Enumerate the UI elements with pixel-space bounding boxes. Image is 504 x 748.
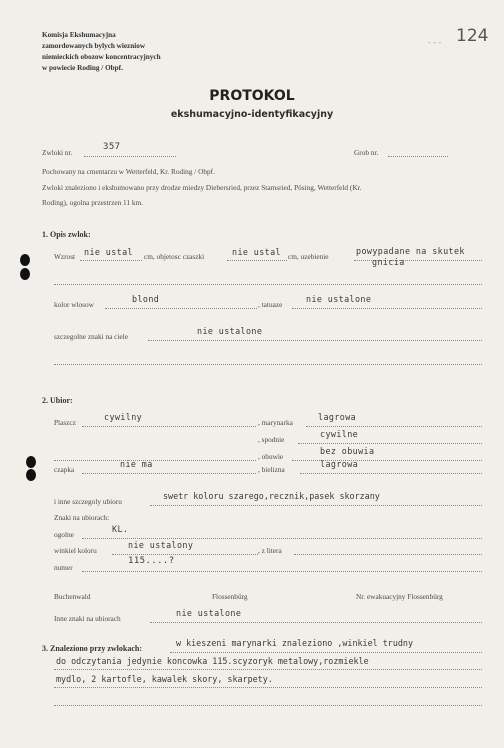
marynarka-label: , marynarka xyxy=(258,418,293,427)
flossenburg-label: Flossenbürg xyxy=(212,592,248,601)
grob-label: Grob nr. xyxy=(354,148,379,157)
zwloki-underline xyxy=(84,156,176,157)
czapka-value: nie ma xyxy=(120,459,153,469)
numer-underline xyxy=(82,571,482,572)
plaszcz-value: cywilny xyxy=(104,412,143,422)
section-2-heading: 2. Ubior: xyxy=(42,396,73,405)
inne-znaki-label: Inne znaki na ubiorach xyxy=(54,614,121,623)
znaki-label: szczegolne znaki na ciele xyxy=(54,332,128,341)
section-3-underline-1 xyxy=(170,652,482,653)
inne-label: i inne szczegoly ubioru xyxy=(54,497,122,506)
znaki-ubior-label: Znaki na ubiorach: xyxy=(54,513,110,522)
section-3-value-2: do odczytania jedynie koncowka 115.scyzoryk metalowy,rozmiekle xyxy=(56,656,369,666)
punch-hole-top xyxy=(20,254,30,266)
spodnie-underline xyxy=(298,443,482,444)
document-subtitle: ekshumacyjno-identyfikacyjny xyxy=(170,109,334,120)
ogolne-label: ogolne xyxy=(54,530,74,539)
buchenwald-label: Buchenwald xyxy=(54,592,91,601)
numer-value: 115....? xyxy=(128,556,175,566)
burial-line: Pochowany na cmentarzu w Wetterfeld, Kr. Roding / Obpf. xyxy=(42,167,215,176)
czapka-underline xyxy=(82,473,256,474)
uzebienie-label: cm, uzebienie xyxy=(288,252,329,261)
winkiel-value: nie ustalony xyxy=(128,540,194,550)
punch-hole-bottom xyxy=(26,456,36,468)
czaszka-label: cm, objetosc czaszki xyxy=(144,252,205,261)
wzrost-underline xyxy=(80,260,142,261)
page-number: 124 xyxy=(456,26,489,46)
obuwie-value: bez obuwia xyxy=(320,446,375,456)
plaszcz-underline xyxy=(82,426,256,427)
institution-line: zamordowanych bylych wiezniow xyxy=(42,42,146,50)
bielizna-label: , bielizna xyxy=(258,465,285,474)
ewakuacyjny-label: Nr. ewakuacyjny Flossenbürg xyxy=(356,592,443,601)
inne-znaki-value: nie ustalone xyxy=(176,608,242,618)
winkiel-underline xyxy=(112,554,258,555)
ogolne-underline xyxy=(82,538,482,539)
punch-hole-top-lower xyxy=(20,268,30,280)
wzrost-value: nie ustal xyxy=(84,247,133,257)
spodnie-value: cywilne xyxy=(320,429,359,439)
punch-hole-bottom-lower xyxy=(26,469,36,481)
tatuaze-label: , tatuaze xyxy=(258,300,283,309)
winkiel-label: winkiel koloru xyxy=(54,546,97,555)
obuwie-label: , obuwie xyxy=(258,452,284,461)
section-1-heading: 1. Opis zwlok: xyxy=(42,230,91,239)
plaszcz-block-line xyxy=(54,460,256,461)
document-title: PROTOKOL xyxy=(209,88,295,104)
section-3-underline-2 xyxy=(54,669,482,670)
litera-label: , z litera xyxy=(258,546,282,555)
kolor-label: kolor wlosow xyxy=(54,300,94,309)
section-3-value-3: mydlo, 2 kartofle, kawalek skory, skarpety. xyxy=(56,674,273,684)
czapka-label: czapka xyxy=(54,465,75,474)
exhumation-line-2: Roding), ogolna przestrzen 11 km. xyxy=(42,198,144,207)
page-number-dashes: - - - xyxy=(428,38,442,47)
section-3-heading: 3. Znaleziono przy zwlokach: xyxy=(42,644,142,653)
czaszka-value: nie ustal xyxy=(232,247,281,257)
kolor-value: blond xyxy=(132,294,160,304)
znaki-continuation-line xyxy=(54,364,482,365)
institution-line: w powiecie Roding / Obpf. xyxy=(42,64,123,72)
litera-underline xyxy=(294,554,482,555)
bielizna-underline xyxy=(300,473,482,474)
section-3-underline-3 xyxy=(54,687,482,688)
inne-value: swetr koloru szarego,recznik,pasek skorzany xyxy=(163,491,380,501)
tatuaze-value: nie ustalone xyxy=(306,294,372,304)
uzebienie-value-2: gnicia xyxy=(372,257,405,267)
marynarka-underline xyxy=(306,426,482,427)
wzrost-label: Wzrost xyxy=(54,252,76,261)
section-3-value-1: w kieszeni marynarki znaleziono ,winkiel trudny xyxy=(176,638,413,648)
section-3-underline-4 xyxy=(54,705,482,706)
tatuaze-underline xyxy=(292,308,482,309)
plaszcz-label: Plaszcz xyxy=(54,418,76,427)
wzrost-continuation-line xyxy=(54,284,482,285)
spodnie-label: , spodnie xyxy=(258,435,285,444)
institution-line: Komisja Ekshumacyjna xyxy=(42,31,116,39)
marynarka-value: lagrowa xyxy=(318,412,357,422)
znaki-value: nie ustalone xyxy=(197,326,263,336)
institution-line: niemieckich obozow koncentracyjnych xyxy=(42,53,161,61)
czaszka-underline xyxy=(227,260,287,261)
inne-underline xyxy=(150,505,482,506)
zwloki-label: Zwloki nr. xyxy=(42,148,73,157)
kolor-underline xyxy=(105,308,257,309)
zwloki-value: 357 xyxy=(103,142,121,152)
ogolne-value: KL. xyxy=(112,524,129,534)
bielizna-value: lagrowa xyxy=(320,459,359,469)
institution-header xyxy=(42,30,161,74)
numer-label: numer xyxy=(54,563,73,572)
uzebienie-value-1: powypadane na skutek xyxy=(356,246,465,256)
inne-znaki-underline xyxy=(150,622,482,623)
znaki-underline xyxy=(148,340,482,341)
exhumation-line-1: Zwloki znaleziono i ekshumowano przy drodze miedzy Diebersried, przez Stamsried, Pösing, Wetterfeld (Kr. xyxy=(42,183,362,192)
grob-underline xyxy=(388,156,448,157)
